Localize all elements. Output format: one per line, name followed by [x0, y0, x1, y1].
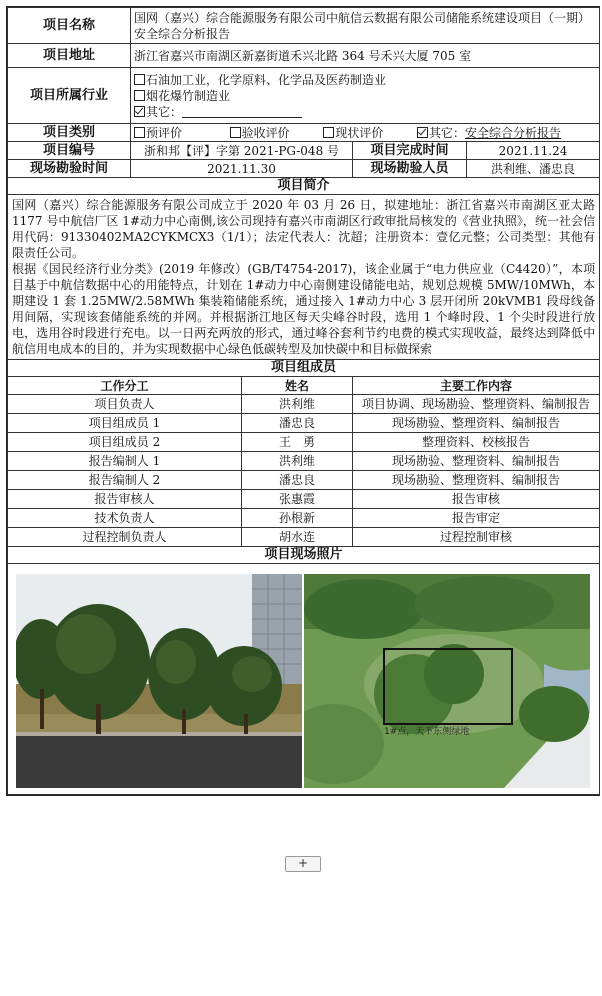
- name-label: 项目名称: [8, 8, 131, 44]
- type-option-acceptance[interactable]: 验收评价: [230, 126, 290, 140]
- info-table: [7, 7, 600, 795]
- industry-option-1[interactable]: 石油加工业，化学原料、化学品及医药制造业: [134, 72, 596, 88]
- team-duty: 现场勘验、整理资料、编制报告: [353, 414, 600, 433]
- greenland-photo-image: [304, 574, 590, 788]
- team-name: 洪利维: [242, 395, 353, 414]
- team-duty: 现场勘验、整理资料、编制报告: [353, 452, 600, 471]
- table-row: [8, 414, 600, 433]
- checkbox-icon: [134, 127, 145, 138]
- checkbox-icon: [323, 127, 334, 138]
- intro-paragraph-2: 根据《国民经济行业分类》(2019 年修改）(GB/T4754-2017)，该企业属于“电力供应业（C4420）”，本项目基于中航信数据中心的用能特点，计划在 1#动力中心南侧建设储能电站，规划总规模 5MW/10MWh，本期建设 1 套 1.25MW/2.58MWh 集装箱储能系统，通过接入 1#动力中心 3 层开闭所 20kVMB1 段母线备用间隔，实现该套储能系统的并网。并根据浙江地区每天尖峰谷时段，选用 1 个峰时段、1 个尖时段进行放电，选用谷时段进行充电。以一日两充两放的形式，通过峰谷套利节约电费的模式实现收益，最终达到降低中航信用电成本的目的，并为实现数据中心绿色低碳转型及加快碳中和目标做探索: [12, 262, 596, 356]
- checked-checkbox-icon: [417, 127, 428, 138]
- table-row: [8, 528, 600, 547]
- team-role: 项目负责人: [8, 395, 242, 414]
- report-form: [6, 6, 600, 796]
- industry-options: [131, 68, 600, 124]
- expand-button[interactable]: +: [285, 856, 321, 872]
- blank-line: [182, 105, 302, 118]
- type-option-pre[interactable]: 预评价: [134, 126, 182, 140]
- team-duty: 整理资料、校核报告: [353, 433, 600, 452]
- team-name: 潘忠良: [242, 414, 353, 433]
- team-header-name: 姓名: [242, 377, 353, 395]
- team-duty: 项目协调、现场勘验、整理资料、编制报告: [353, 395, 600, 414]
- team-title: 项目组成员: [8, 360, 600, 377]
- checked-checkbox-icon: [134, 106, 145, 117]
- finish-value: 2021.11.24: [467, 142, 600, 160]
- team-header-role: 工作分工: [8, 377, 242, 395]
- survey-people-value: 洪利维、潘忠良: [467, 160, 600, 178]
- team-name: 洪利维: [242, 452, 353, 471]
- number-label: 项目编号: [8, 142, 131, 160]
- photos-cell: [8, 564, 600, 795]
- team-role: 报告编制人 1: [8, 452, 242, 471]
- team-name: 孙根新: [242, 509, 353, 528]
- photo-caption: 1#点，天下东侧绿地: [384, 727, 470, 737]
- table-row: [8, 395, 600, 414]
- team-role: 过程控制负责人: [8, 528, 242, 547]
- table-row: [8, 433, 600, 452]
- table-row: [8, 452, 600, 471]
- industry-label: 项目所属行业: [8, 68, 131, 124]
- table-row: [8, 490, 600, 509]
- intro-body: [8, 195, 600, 360]
- team-name: 王 勇: [242, 433, 353, 452]
- survey-people-label: 现场勘验人员: [353, 160, 467, 178]
- finish-label: 项目完成时间: [353, 142, 467, 160]
- team-duty: 报告审定: [353, 509, 600, 528]
- team-name: 潘忠良: [242, 471, 353, 490]
- type-option-status[interactable]: 现状评价: [323, 126, 383, 140]
- team-role: 项目组成员 1: [8, 414, 242, 433]
- team-duty: 报告审核: [353, 490, 600, 509]
- checkbox-icon: [134, 90, 145, 101]
- team-header-duty: 主要工作内容: [353, 377, 600, 395]
- table-row: [8, 509, 600, 528]
- team-role: 技术负责人: [8, 509, 242, 528]
- intro-paragraph-1: 国网（嘉兴）综合能源服务有限公司成立于 2020 年 03 月 26 日，拟建地址：浙江省嘉兴市南湖区亚太路 1177 号中航信厂区 1#动力中心南侧,该公司现持有嘉兴市南湖区行政审批局核发的《营业执照》，统一社会信用代码：91330402MA2CYKMCX3（1/1）；法定代表人：沈超；注册资本：壹亿元整；公司类型：其他有限责任公司。: [12, 198, 596, 260]
- team-name: 张惠霞: [242, 490, 353, 509]
- type-option-other[interactable]: 其它：安全综合分析报告: [417, 126, 561, 140]
- team-role: 项目组成员 2: [8, 433, 242, 452]
- site-photo-trees: [16, 574, 302, 788]
- survey-time-value: 2021.11.30: [131, 160, 353, 178]
- name-value: 国网（嘉兴）综合能源服务有限公司中航信云数据有限公司储能系统建设项目（一期）安全综合分析报告: [131, 8, 600, 44]
- address-label: 项目地址: [8, 44, 131, 68]
- number-value: 浙和邦【评】字第 2021-PG-048 号: [131, 142, 353, 160]
- team-duty: 现场勘验、整理资料、编制报告: [353, 471, 600, 490]
- team-duty: 过程控制审核: [353, 528, 600, 547]
- trees-photo-image: [16, 574, 302, 788]
- team-name: 胡水连: [242, 528, 353, 547]
- site-photo-greenland: [304, 574, 590, 788]
- intro-title: 项目简介: [8, 178, 600, 195]
- table-row: [8, 471, 600, 490]
- type-label: 项目类别: [8, 124, 131, 142]
- team-role: 报告编制人 2: [8, 471, 242, 490]
- checkbox-icon: [134, 74, 145, 85]
- team-role: 报告审核人: [8, 490, 242, 509]
- type-options: [131, 124, 600, 142]
- photos-title: 项目现场照片: [8, 547, 600, 564]
- survey-time-label: 现场勘验时间: [8, 160, 131, 178]
- address-value: 浙江省嘉兴市南湖区新嘉街道禾兴北路 364 号禾兴大厦 705 室: [131, 44, 600, 68]
- industry-option-3[interactable]: 其它：: [134, 104, 596, 120]
- checkbox-icon: [230, 127, 241, 138]
- industry-option-2[interactable]: 烟花爆竹制造业: [134, 88, 596, 104]
